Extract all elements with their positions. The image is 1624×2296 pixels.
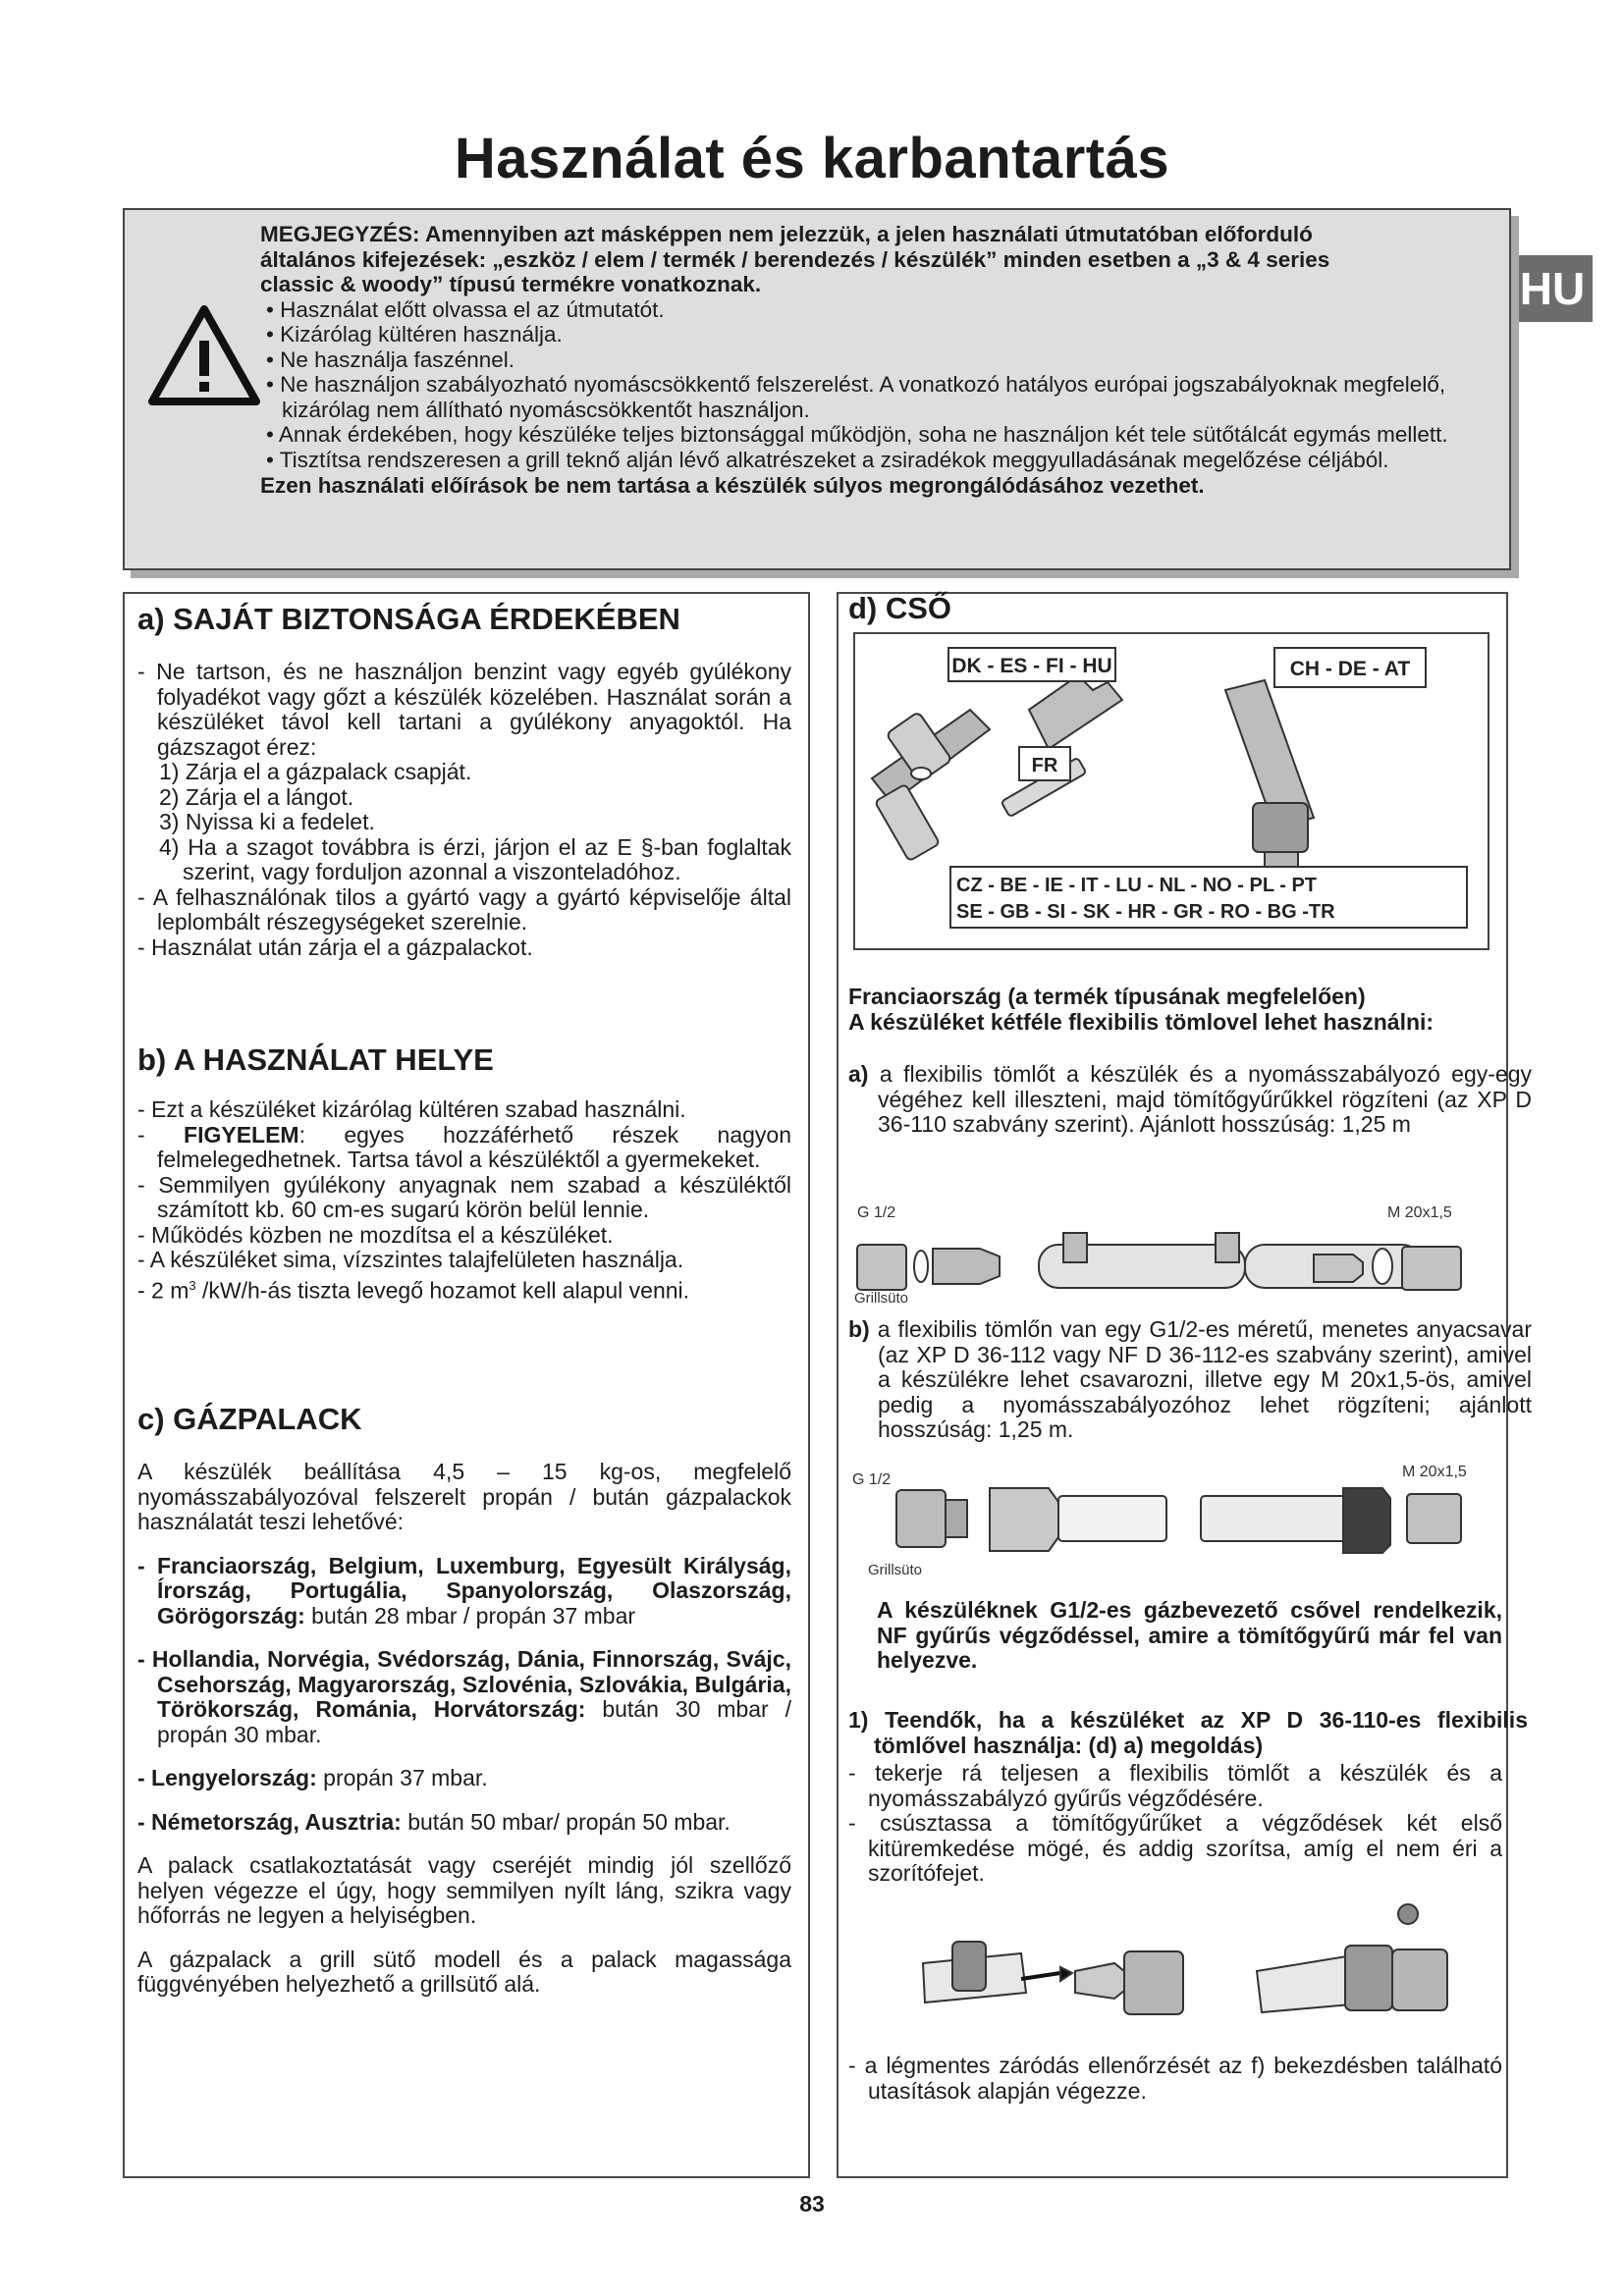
france-title <box>848 985 1506 1035</box>
section-b-item: - Ezt a készüléket kizárólag kültéren szabad használni. <box>137 1096 686 1122</box>
warning-final: Ezen használati előírások be nem tartása a készülék súlyos megrongálódásához vezethet. <box>260 473 1205 498</box>
pressure-group <box>137 1647 791 1747</box>
airflow-text: - 2 m <box>137 1277 189 1304</box>
france-title-line: A készüléket kétféle flexibilis tömlovel lehet használni: <box>848 1008 1435 1035</box>
section-a-step: 3) Nyissa ki a fedelet. <box>159 809 375 834</box>
grillsuto-label: Grillsüto <box>854 1290 909 1306</box>
warning-bullet: • Ne használja faszénnel. <box>266 347 515 372</box>
section-a-intro: - Ne tartson, és ne használjon benzint vagy egyéb gyúlékony folyadékot vagy gőzt a készülék közelében. Használat során a készüléket távol kell tartani a gyúlékony anyagoktól. Ha gázszagot érez: <box>137 659 791 760</box>
warning-bullet: • Kizárólag kültéren használja. <box>266 322 563 347</box>
option-a-text: a flexibilis tömlőt a készülék és a nyomásszabályozó egy-egy végéhez kell illeszteni, majd tömítőgyűrűkkel rögzíteni (az XP D 36-110 szabvány szerint). Ajánlott hosszúság: 1,25 m <box>878 1061 1533 1137</box>
section-c-text <box>137 1460 791 1998</box>
section-c-paragraph: A gázpalack a grill sütő modell és a palack magassága függvényében helyezhető a grillsütő alá. <box>137 1946 791 1997</box>
label-cz2: SE - GB - SI - SK - HR - GR - RO - BG -TR <box>956 901 1335 923</box>
option-b-text: a flexibilis tömlőn van egy G1/2-es méretű, menetes anyacsavar (az XP D 36-112 vagy NF D 36-112-es szabvány szerint), amivel a készülékre lehet csavarozni, illetve egy M 20x1,5-ös, amivel pedig a nyomásszabályozóhoz lehet rögzíteni; ajánlott hosszúság: 1,25 m. <box>877 1316 1532 1442</box>
warning-box <box>123 208 1511 570</box>
steps-heading: 1) Teendők, ha a készüléket az XP D 36-110-es flexibilis tömlővel használja: (d) a) megoldás) <box>848 1707 1528 1758</box>
pressure: bután 30 mbar / propán 30 mbar. <box>157 1696 791 1747</box>
final-step <box>848 2054 1502 2104</box>
label-cz1: CZ - BE - IE - IT - LU - NL - NO - PL - PT <box>956 875 1318 896</box>
connector-illustration <box>872 675 1314 881</box>
pressure: propán 37 mbar. <box>316 1765 488 1790</box>
attention-label: FIGYELEM <box>184 1121 299 1148</box>
section-a-step: 4) Ha a szagot továbbra is érzi, járjon el az E §-ban foglaltak szerint, vagy forduljon azonnal a viszonteladóhoz. <box>159 833 791 884</box>
hose-connector-diagram <box>852 631 1490 951</box>
warning-bullet: • Annak érdekében, hogy készüléke teljes biztonsággal működjön, soha ne használjon két tele sütőtálcát egymás mellett. <box>266 422 1448 447</box>
pressure-group <box>137 1554 791 1629</box>
m20-label: M 20x1,5 <box>1402 1464 1467 1480</box>
section-b-item: - FIGYELEM: egyes hozzáférhető részek nagyon felmelegedhetnek. Tartsa távol a készüléktől a gyermekeket. <box>137 1121 791 1172</box>
g12-label: G 1/2 <box>852 1471 892 1488</box>
g12-label: G 1/2 <box>857 1204 896 1221</box>
warning-bullet: • Használat előtt olvassa el az útmutatót. <box>266 296 665 322</box>
attention-text: : egyes hozzáférhető részek nagyon felmelegedhetnek. Tartsa távol a készüléktől a gyermekeket. <box>157 1121 791 1172</box>
section-b-item: - Semmilyen gyúlékony anyagnak nem szabad a készüléktől számított kb. 60 cm-es sugarú körön belül lennie. <box>137 1171 791 1222</box>
steps-list <box>848 1761 1502 1887</box>
section-b-heading: b) A HASZNÁLAT HELYE <box>137 1042 494 1077</box>
section-c-heading: c) GÁZPALACK <box>137 1402 362 1436</box>
step-item: - tekerje rá teljesen a flexibilis tömlőt a készülék és a nyomásszabályzó gyűrűs végződésére. <box>848 1760 1502 1811</box>
countries: - Franciaország, Belgium, Luxemburg, Egyesült Királyság, Írország, Portugália, Spanyolország, Olaszország, Görögország: <box>137 1552 791 1629</box>
warning-bullet: • Ne használjon szabályozható nyomáscsökkentő felszerelést. A vonatkozó hatályos európai jogszabályoknak megfelelő, kizárólag nem állítható nyomáscsökkentőt használjon. <box>266 372 1446 422</box>
step-item: - csúsztassa a tömítőgyűrűket a végződések két első kitüremkedése mögé, és addig szorítsa, amíg el nem éri a szorítófejet. <box>848 1810 1502 1886</box>
section-c-paragraph: A palack csatlakoztatását vagy cseréjét mindig jól szellőző helyen végezze el úgy, hogy semmilyen nyílt láng, szikra vagy hőforrás ne legyen a helyiségben. <box>137 1852 791 1928</box>
note-line: MEGJEGYZÉS: Amennyiben azt másképpen nem jelezzük, a jelen használati útmutatóban előforduló <box>260 222 1313 246</box>
grillsuto-label: Grillsüto <box>868 1562 923 1578</box>
option-b-label: b) <box>848 1316 870 1342</box>
section-a-item: - A felhasználónak tilos a gyártó vagy a gyártó képviselője által leplombált részegységeket szerelnie. <box>137 883 791 934</box>
option-a <box>848 1062 1532 1138</box>
pressure: bután 50 mbar/ propán 50 mbar. <box>401 1808 731 1835</box>
pressure-group <box>137 1766 791 1791</box>
airflow-text-rest: /kW/h-ás tiszta levegő hozamot kell alapul venni. <box>195 1277 690 1304</box>
section-c-intro: A készülék beállítása 4,5 – 15 kg-os, megfelelő nyomásszabályozóval felszerelt propán / bután gázpalackok használatát teszi lehetővé: <box>137 1459 791 1534</box>
note-line: classic & woody” típusú termékre vonatkoznak. <box>260 272 762 296</box>
section-a-text <box>137 660 791 960</box>
countries: - Lengyelország: <box>137 1765 317 1790</box>
option-a-label: a) <box>848 1061 869 1087</box>
page-title: Használat és karbantartás <box>454 127 1170 190</box>
m20-label: M 20x1,5 <box>1387 1204 1452 1221</box>
countries: - Németország, Ausztria: <box>137 1808 402 1835</box>
language-badge: HU <box>1512 255 1593 322</box>
pressure: bután 28 mbar / propán 37 mbar <box>304 1602 636 1629</box>
page-number: 83 <box>799 2191 825 2216</box>
hose-b-illustration <box>852 1463 1490 1578</box>
label-fr: FR <box>1031 755 1058 776</box>
clamp-illustration <box>913 1895 1463 2042</box>
warning-bullet: • Tisztítsa rendszeresen a grill teknő alján lévő alkatrészeket a zsiradékok meggyulladásának megelőzése céljából. <box>266 447 1389 472</box>
inlet-note: A készüléknek G1/2-es gázbevezető csővel rendelkezik, NF gyűrűs végződéssel, amire a tömítőgyűrű már fel van helyezve. <box>877 1597 1502 1673</box>
hose-a-illustration <box>852 1198 1490 1306</box>
warning-triangle-icon <box>146 303 262 407</box>
countries: - Hollandia, Norvégia, Svédország, Dánia, Finnország, Svájc, Csehország, Magyarország, Szlovénia, Szlovákia, Bulgária, Törökország, Románia, Horvátország: <box>137 1646 791 1722</box>
section-a-step: 1) Zárja el a gázpalack csapját. <box>159 759 472 784</box>
section-b-item: - A készüléket sima, vízszintes talajfelületen használja. <box>137 1247 684 1272</box>
section-d-heading: d) CSŐ <box>848 591 952 625</box>
label-dk: DK - ES - FI - HU <box>951 655 1112 677</box>
section-b-item <box>137 1273 791 1304</box>
note-line: általános kifejezések: „eszköz / elem / termék / berendezés / készülék” minden esetben a „3 & 4 series <box>260 246 1330 272</box>
section-b-text <box>137 1097 791 1304</box>
airflow-sup: 3 <box>189 1277 196 1293</box>
france-title-line: Franciaország (a termék típusának megfelelően) <box>848 984 1366 1009</box>
section-b-item: - Működés közben ne mozdítsa el a készüléket. <box>137 1221 614 1248</box>
step-item: - a légmentes záródás ellenőrzését az f) bekezdésben található utasítások alapján végezze. <box>848 2053 1502 2104</box>
section-a-step: 2) Zárja el a lángot. <box>159 783 354 810</box>
pressure-group <box>137 1810 791 1836</box>
label-ch: CH - DE - AT <box>1289 658 1411 680</box>
section-a-item: - Használat után zárja el a gázpalackot. <box>137 934 533 960</box>
section-a-heading: a) SAJÁT BIZTONSÁGA ÉRDEKÉBEN <box>137 602 680 636</box>
option-b <box>848 1317 1532 1443</box>
warning-text <box>260 222 1492 499</box>
